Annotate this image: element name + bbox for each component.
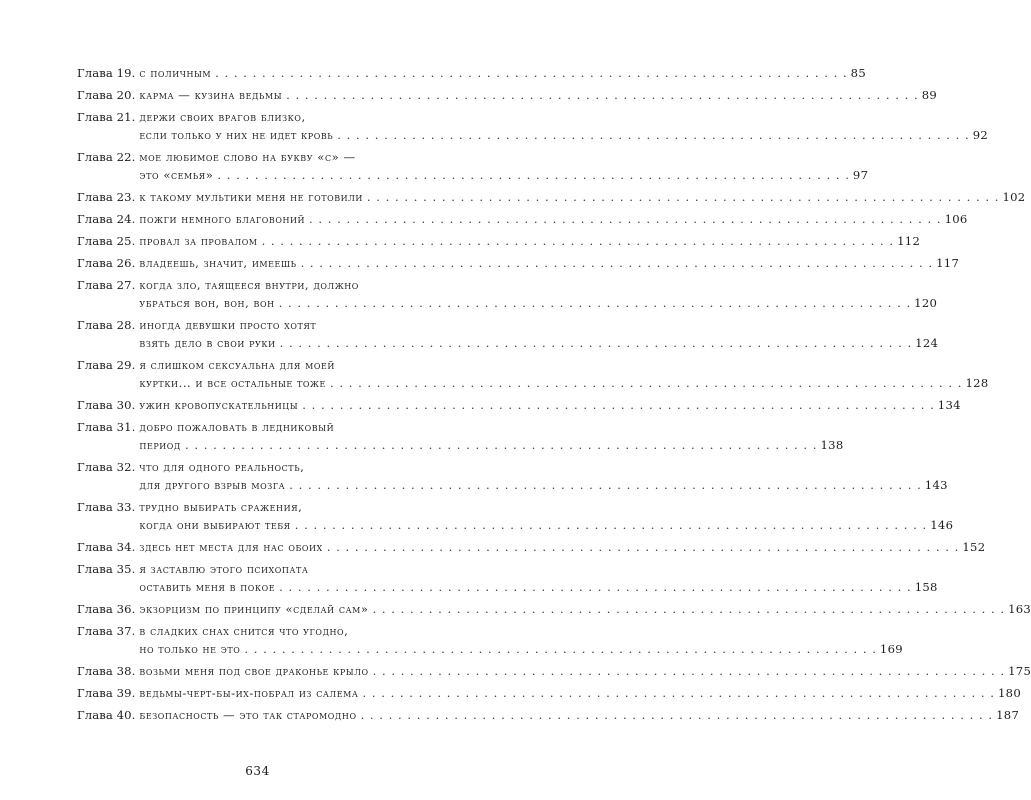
chapter-body — [139, 498, 953, 534]
chapter-body — [139, 148, 868, 184]
toc-entry — [77, 498, 954, 534]
chapter-title: добро пожаловать в ледниковый — [139, 420, 335, 434]
chapter-title: экзорцизм по принципу «сделай сам» — [139, 602, 369, 616]
page-number: 85 — [850, 66, 867, 80]
dot-leader — [289, 476, 921, 494]
toc-entry — [77, 600, 1031, 618]
dot-leader — [373, 662, 1005, 680]
chapter-title: пожги немного благовоний — [139, 212, 306, 226]
chapter-title-line — [139, 684, 1021, 702]
page-number: 106 — [944, 212, 968, 226]
toc-entry — [77, 210, 968, 228]
dot-leader — [244, 640, 876, 658]
toc-entry — [77, 108, 989, 144]
chapter-title-line — [139, 166, 868, 184]
chapter-title: ведьмы-черт-бы-их-побрал из салема — [139, 686, 359, 700]
chapter-label: Глава 31. — [77, 420, 136, 434]
page-number: 138 — [820, 438, 844, 452]
chapter-title: безопасность — это так старомодно — [139, 708, 357, 722]
chapter-title-line — [139, 418, 843, 436]
chapter-title: иногда девушки просто хотят — [139, 318, 317, 332]
chapter-title-line — [139, 560, 937, 578]
chapter-title: мое любимое слово на букву «с» — — [139, 150, 356, 164]
chapter-label: Глава 34. — [77, 540, 136, 554]
chapter-title: карма — кузина ведьмы — [139, 88, 283, 102]
chapter-body — [139, 232, 920, 250]
table-of-contents — [77, 64, 1031, 728]
page-number: 117 — [936, 256, 960, 270]
chapter-title-line — [139, 600, 1031, 618]
toc-entry — [77, 396, 961, 414]
chapter-title: к такому мультики меня не готовили — [139, 190, 363, 204]
chapter-label: Глава 25. — [77, 234, 136, 248]
chapter-title: с поличным — [139, 66, 212, 80]
chapter-title-continued: но только не это — [139, 642, 241, 656]
chapter-label: Глава 21. — [77, 110, 136, 124]
page-number: 152 — [962, 540, 986, 554]
page-folio-number: 634 — [245, 764, 270, 778]
page-number: 163 — [1008, 602, 1031, 616]
chapter-title-line — [139, 374, 988, 392]
chapter-label: Глава 35. — [77, 562, 136, 576]
chapter-title: здесь нет места для нас обоих — [139, 540, 323, 554]
chapter-body — [139, 64, 866, 82]
chapter-title-line — [139, 188, 1025, 206]
chapter-title-line — [139, 538, 985, 556]
toc-entry — [77, 316, 939, 352]
toc-entry — [77, 418, 844, 454]
chapter-body — [139, 684, 1021, 702]
dot-leader — [262, 232, 894, 250]
dot-leader — [215, 64, 847, 82]
chapter-title-line — [139, 86, 937, 104]
chapter-body — [139, 622, 903, 658]
chapter-title: в сладких снах снится что угодно, — [139, 624, 349, 638]
page-number: 175 — [1008, 664, 1031, 678]
chapter-label: Глава 30. — [77, 398, 136, 412]
chapter-body — [139, 254, 959, 272]
chapter-title-line — [139, 622, 903, 640]
page-number: 180 — [997, 686, 1022, 700]
toc-entry — [77, 662, 1031, 680]
page-number: 89 — [921, 88, 938, 102]
toc-entry — [77, 706, 1020, 724]
chapter-title-line — [139, 294, 937, 312]
chapter-title-line — [139, 640, 903, 658]
chapter-title: что для одного реальность, — [139, 460, 305, 474]
chapter-title-line — [139, 458, 947, 476]
page-number: 146 — [930, 518, 954, 532]
chapter-label: Глава 40. — [77, 708, 136, 722]
page-number: 120 — [914, 296, 938, 310]
chapter-title: я заставлю этого психопата — [139, 562, 309, 576]
toc-entry — [77, 64, 867, 82]
dot-leader — [279, 578, 911, 596]
chapter-label: Глава 32. — [77, 460, 136, 474]
chapter-title-line — [139, 64, 866, 82]
chapter-label: Глава 27. — [77, 278, 136, 292]
chapter-body — [139, 538, 985, 556]
toc-entry — [77, 188, 1026, 206]
chapter-body — [139, 188, 1025, 206]
chapter-title-continued: период — [139, 438, 181, 452]
dot-leader — [286, 86, 918, 104]
chapter-body — [139, 276, 937, 312]
chapter-title-line — [139, 516, 953, 534]
toc-entry — [77, 684, 1022, 702]
chapter-label: Глава 23. — [77, 190, 136, 204]
chapter-body — [139, 662, 1031, 680]
chapter-title-continued: куртки... и все остальные тоже — [139, 376, 326, 390]
chapter-title-line — [139, 706, 1019, 724]
dot-leader — [185, 436, 817, 454]
chapter-body — [139, 108, 988, 144]
chapter-body — [139, 458, 947, 494]
dot-leader — [330, 374, 962, 392]
chapter-title-continued: для другого взрыв мозга — [139, 478, 286, 492]
page-number: 97 — [852, 168, 869, 182]
dot-leader — [327, 538, 959, 556]
dot-leader — [367, 188, 999, 206]
toc-entry — [77, 538, 986, 556]
chapter-label: Глава 33. — [77, 500, 136, 514]
chapter-label: Глава 20. — [77, 88, 136, 102]
page-number: 128 — [965, 376, 989, 390]
chapter-title-line — [139, 356, 988, 374]
chapter-title-line — [139, 148, 868, 166]
chapter-body — [139, 210, 967, 228]
chapter-title-continued: это «семья» — [139, 168, 214, 182]
chapter-title-continued: взять дело в свои руки — [139, 336, 276, 350]
chapter-title-continued: когда они выбирают тебя — [139, 518, 291, 532]
chapter-title-line — [139, 254, 959, 272]
dot-leader — [295, 516, 927, 534]
toc-entry — [77, 276, 938, 312]
dot-leader — [279, 294, 911, 312]
chapter-title-continued: оставить меня в покое — [139, 580, 276, 594]
dot-leader — [337, 126, 969, 144]
toc-entry — [77, 560, 938, 596]
chapter-label: Глава 26. — [77, 256, 136, 270]
toc-entry — [77, 458, 948, 494]
chapter-label: Глава 28. — [77, 318, 136, 332]
page-number: 187 — [996, 708, 1020, 722]
chapter-title-line — [139, 498, 953, 516]
toc-entry — [77, 148, 869, 184]
chapter-body — [139, 600, 1031, 618]
page-number: 143 — [924, 478, 948, 492]
chapter-body — [139, 560, 937, 596]
toc-entry — [77, 86, 938, 104]
chapter-title-continued: убраться вон, вон, вон — [139, 296, 275, 310]
page-number: 158 — [914, 580, 938, 594]
chapter-title-continued: если только у них не идет кровь — [139, 128, 334, 142]
chapter-title-line — [139, 662, 1031, 680]
toc-entry — [77, 356, 989, 392]
dot-leader — [301, 254, 933, 272]
toc-entry — [77, 622, 903, 658]
page-number: 92 — [972, 128, 989, 142]
chapter-label: Глава 29. — [77, 358, 136, 372]
page-number: 102 — [1002, 190, 1026, 204]
page-number: 112 — [897, 234, 921, 248]
page-number: 169 — [879, 642, 903, 656]
chapter-title-line — [139, 276, 937, 294]
chapter-title: ужин кровопускательницы — [139, 398, 299, 412]
chapter-title: держи своих врагов близко, — [139, 110, 306, 124]
toc-entry — [77, 254, 960, 272]
chapter-title-line — [139, 316, 938, 334]
dot-leader — [361, 706, 993, 724]
chapter-label: Глава 24. — [77, 212, 136, 226]
chapter-title: я слишком сексуальна для моей — [139, 358, 335, 372]
chapter-title: трудно выбирать сражения, — [139, 500, 303, 514]
page-number: 134 — [937, 398, 961, 412]
chapter-title-line — [139, 210, 967, 228]
chapter-title-line — [139, 126, 988, 144]
page-number: 124 — [915, 336, 939, 350]
chapter-label: Глава 39. — [77, 686, 136, 700]
dot-leader — [280, 334, 912, 352]
chapter-label: Глава 37. — [77, 624, 136, 638]
chapter-body — [139, 706, 1019, 724]
chapter-body — [139, 418, 843, 454]
chapter-body — [139, 316, 938, 352]
dot-leader — [309, 210, 941, 228]
chapter-title-line — [139, 578, 937, 596]
chapter-label: Глава 36. — [77, 602, 136, 616]
dot-leader — [362, 684, 994, 702]
chapter-label: Глава 38. — [77, 664, 136, 678]
chapter-title: провал за провалом — [139, 234, 258, 248]
chapter-title-line — [139, 108, 988, 126]
chapter-title-line — [139, 436, 843, 454]
chapter-title-line — [139, 396, 960, 414]
chapter-title: когда зло, таящееся внутри, должно — [139, 278, 359, 292]
chapter-title: возьми меня под свое драконье крыло — [139, 664, 369, 678]
chapter-label: Глава 19. — [77, 66, 136, 80]
chapter-title-line — [139, 334, 938, 352]
dot-leader — [373, 600, 1005, 618]
dot-leader — [217, 166, 849, 184]
chapter-title-line — [139, 476, 947, 494]
dot-leader — [302, 396, 934, 414]
chapter-body — [139, 86, 937, 104]
chapter-body — [139, 356, 988, 392]
chapter-title-line — [139, 232, 920, 250]
toc-entry — [77, 232, 921, 250]
chapter-body — [139, 396, 960, 414]
chapter-label: Глава 22. — [77, 150, 136, 164]
chapter-title: владеешь, значит, имеешь — [139, 256, 297, 270]
